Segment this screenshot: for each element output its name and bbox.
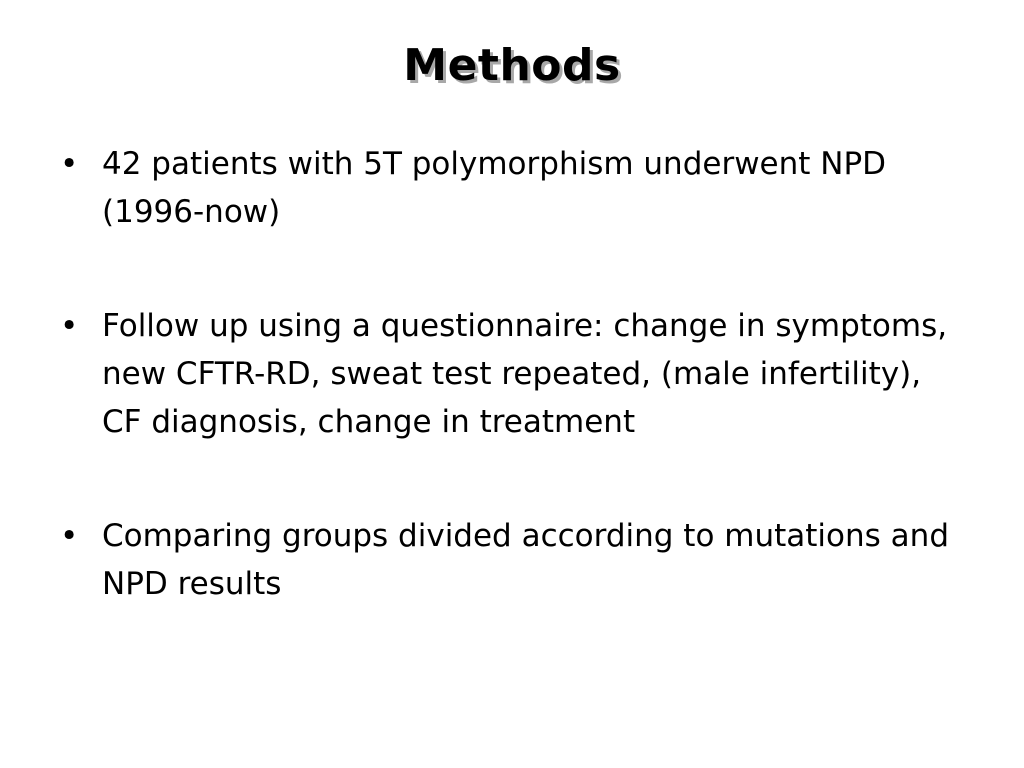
- bullet-text: Follow up using a questionnaire: change in symptoms, new CFTR-RD, sweat test repeated, (male infertility), CF diagnosis, change in treatment: [102, 308, 948, 440]
- slide-title: Methods: [403, 40, 621, 91]
- bullet-list: [60, 140, 960, 608]
- bullet-text: Comparing groups divided according to mutations and NPD results: [102, 518, 949, 602]
- bullet-icon: •: [60, 308, 79, 344]
- bullet-text: 42 patients with 5T polymorphism underwent NPD (1996-now): [102, 146, 887, 230]
- bullet-icon: •: [60, 146, 79, 182]
- bullet-icon: •: [60, 518, 79, 554]
- bullet-item-comparing: [60, 512, 960, 608]
- bullet-item-follow-up: [60, 302, 960, 446]
- bullet-item-patients: [60, 140, 960, 236]
